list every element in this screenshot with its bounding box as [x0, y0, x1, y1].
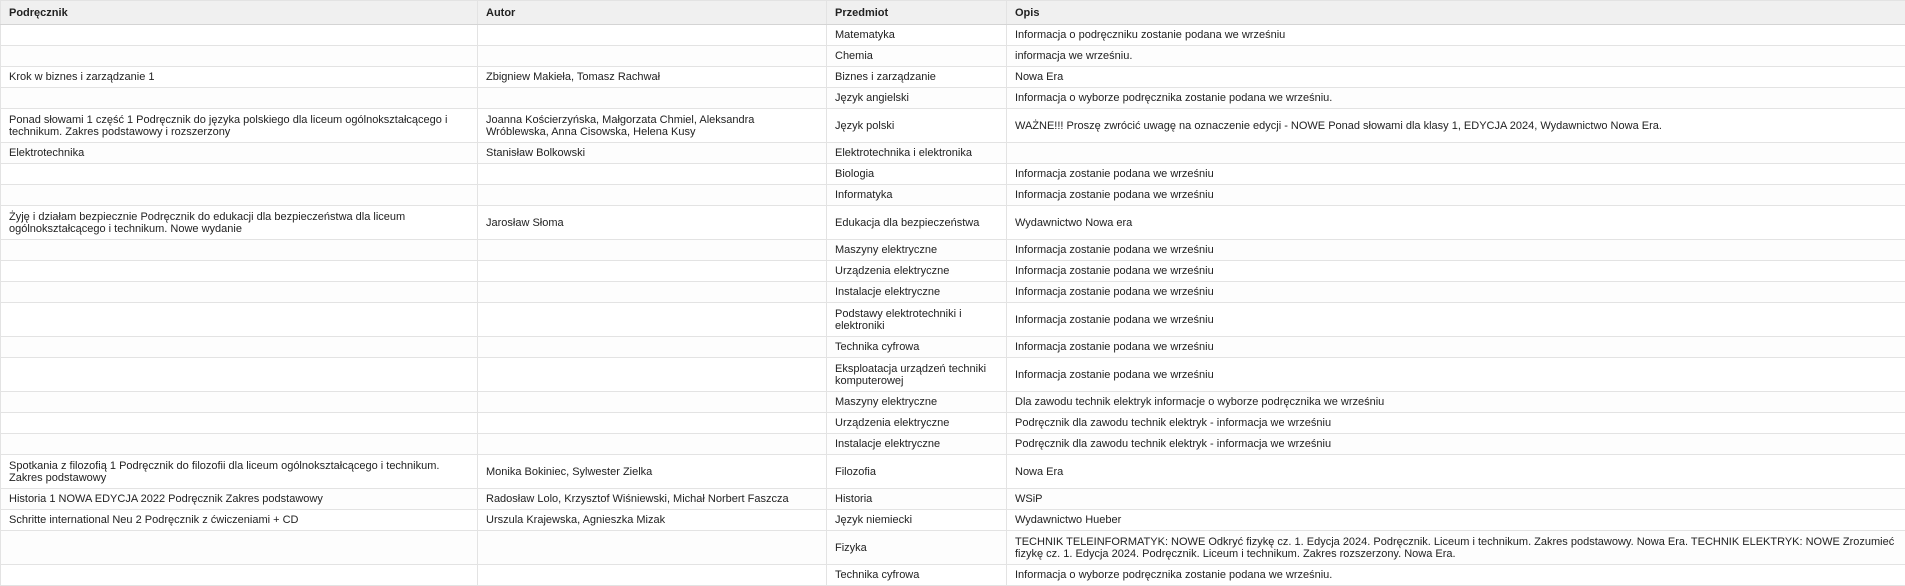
cell-author: [478, 434, 827, 455]
cell-subject: Elektrotechnika i elektronika: [827, 143, 1007, 164]
cell-description: Podręcznik dla zawodu technik elektryk - informacja we wrześniu: [1007, 413, 1905, 434]
cell-book: [1, 337, 478, 358]
cell-description: Wydawnictwo Hueber: [1007, 510, 1905, 531]
table-row: [1, 303, 1905, 337]
cell-description: Wydawnictwo Nowa era: [1007, 206, 1905, 240]
cell-subject: Edukacja dla bezpieczeństwa: [827, 206, 1007, 240]
table-row: [1, 337, 1905, 358]
cell-author: [478, 358, 827, 392]
cell-subject: Matematyka: [827, 25, 1007, 46]
cell-description: Podręcznik dla zawodu technik elektryk - informacja we wrześniu: [1007, 434, 1905, 455]
table-row: [1, 413, 1905, 434]
cell-description: Dla zawodu technik elektryk informacje o wyborze podręcznika we wrześniu: [1007, 392, 1905, 413]
cell-author: Joanna Kościerzyńska, Małgorzata Chmiel, Aleksandra Wróblewska, Anna Cisowska, Helena Kusy: [478, 109, 827, 143]
table-header: [1, 1, 1905, 25]
cell-description: Informacja o wyborze podręcznika zostanie podana we wrześniu.: [1007, 88, 1905, 109]
cell-author: [478, 337, 827, 358]
table-row: [1, 392, 1905, 413]
cell-subject: Biologia: [827, 164, 1007, 185]
cell-book: [1, 185, 478, 206]
cell-description: informacja we wrześniu.: [1007, 46, 1905, 67]
table-row: [1, 109, 1905, 143]
cell-author: Jarosław Słoma: [478, 206, 827, 240]
table-row: [1, 25, 1905, 46]
cell-description: Informacja o wyborze podręcznika zostanie podana we wrześniu.: [1007, 565, 1905, 586]
cell-description: Informacja zostanie podana we wrześniu: [1007, 261, 1905, 282]
cell-description: Informacja zostanie podana we wrześniu: [1007, 358, 1905, 392]
cell-book: [1, 25, 478, 46]
cell-description: [1007, 143, 1905, 164]
cell-book: Schritte international Neu 2 Podręcznik z ćwiczeniami + CD: [1, 510, 478, 531]
cell-subject: Technika cyfrowa: [827, 565, 1007, 586]
table-row: [1, 67, 1905, 88]
table-row: [1, 88, 1905, 109]
cell-subject: Podstawy elektrotechniki i elektroniki: [827, 303, 1007, 337]
cell-book: [1, 88, 478, 109]
header-row: [1, 1, 1905, 25]
cell-book: [1, 240, 478, 261]
cell-author: [478, 392, 827, 413]
column-header-description[interactable]: Opis: [1007, 1, 1905, 25]
cell-author: [478, 565, 827, 586]
cell-subject: Instalacje elektryczne: [827, 434, 1007, 455]
cell-subject: Technika cyfrowa: [827, 337, 1007, 358]
cell-subject: Język angielski: [827, 88, 1007, 109]
cell-subject: Język niemiecki: [827, 510, 1007, 531]
cell-subject: Język polski: [827, 109, 1007, 143]
table-row: [1, 282, 1905, 303]
cell-book: Krok w biznes i zarządzanie 1: [1, 67, 478, 88]
cell-subject: Instalacje elektryczne: [827, 282, 1007, 303]
cell-author: [478, 88, 827, 109]
table-body: [1, 25, 1905, 586]
cell-book: [1, 434, 478, 455]
cell-subject: Eksploatacja urządzeń techniki komputerowej: [827, 358, 1007, 392]
cell-subject: Maszyny elektryczne: [827, 240, 1007, 261]
table-row: [1, 565, 1905, 586]
cell-book: Żyję i działam bezpiecznie Podręcznik do edukacji dla bezpieczeństwa dla liceum ogólnokształcącego i technikum. Nowe wydanie: [1, 206, 478, 240]
cell-book: [1, 358, 478, 392]
table-row: [1, 185, 1905, 206]
cell-subject: Maszyny elektryczne: [827, 392, 1007, 413]
cell-description: Informacja zostanie podana we wrześniu: [1007, 185, 1905, 206]
cell-book: [1, 261, 478, 282]
cell-book: [1, 46, 478, 67]
cell-author: [478, 261, 827, 282]
cell-author: [478, 240, 827, 261]
table-row: [1, 358, 1905, 392]
table-row: [1, 164, 1905, 185]
column-header-author[interactable]: Autor: [478, 1, 827, 25]
table-row: [1, 531, 1905, 565]
cell-author: [478, 303, 827, 337]
table-row: [1, 46, 1905, 67]
cell-book: Spotkania z filozofią 1 Podręcznik do filozofii dla liceum ogólnokształcącego i technikum. Zakres podstawowy: [1, 455, 478, 489]
table-row: [1, 240, 1905, 261]
cell-description: TECHNIK TELEINFORMATYK: NOWE Odkryć fizykę cz. 1. Edycja 2024. Podręcznik. Liceum i technikum. Zakres podstawowy. Nowa Era. TECHNIK ELEKTRYK: NOWE Zrozumieć fizykę cz. 1. Edycja 2024. Podręcznik. Liceum i technikum. Zakres rozszerzony. Nowa Era.: [1007, 531, 1905, 565]
cell-description: Informacja zostanie podana we wrześniu: [1007, 240, 1905, 261]
cell-author: [478, 164, 827, 185]
table-row: [1, 261, 1905, 282]
cell-author: [478, 25, 827, 46]
cell-description: Nowa Era: [1007, 455, 1905, 489]
table-row: [1, 455, 1905, 489]
cell-book: [1, 282, 478, 303]
cell-subject: Historia: [827, 489, 1007, 510]
table-row: [1, 489, 1905, 510]
cell-author: [478, 282, 827, 303]
cell-author: Stanisław Bolkowski: [478, 143, 827, 164]
cell-author: Zbigniew Makieła, Tomasz Rachwał: [478, 67, 827, 88]
cell-description: Informacja zostanie podana we wrześniu: [1007, 282, 1905, 303]
cell-description: Informacja zostanie podana we wrześniu: [1007, 337, 1905, 358]
cell-author: [478, 46, 827, 67]
cell-description: Informacja o podręczniku zostanie podana we wrześniu: [1007, 25, 1905, 46]
table-row: [1, 206, 1905, 240]
cell-subject: Urządzenia elektryczne: [827, 261, 1007, 282]
table-row: [1, 510, 1905, 531]
cell-author: Monika Bokiniec, Sylwester Zielka: [478, 455, 827, 489]
cell-subject: Urządzenia elektryczne: [827, 413, 1007, 434]
cell-author: Radosław Lolo, Krzysztof Wiśniewski, Michał Norbert Faszcza: [478, 489, 827, 510]
cell-book: [1, 392, 478, 413]
cell-book: [1, 565, 478, 586]
cell-book: Historia 1 NOWA EDYCJA 2022 Podręcznik Zakres podstawowy: [1, 489, 478, 510]
cell-description: Nowa Era: [1007, 67, 1905, 88]
cell-book: [1, 413, 478, 434]
cell-description: Informacja zostanie podana we wrześniu: [1007, 303, 1905, 337]
cell-book: Elektrotechnika: [1, 143, 478, 164]
cell-description: WSiP: [1007, 489, 1905, 510]
cell-subject: Fizyka: [827, 531, 1007, 565]
cell-subject: Chemia: [827, 46, 1007, 67]
column-header-subject[interactable]: Przedmiot: [827, 1, 1007, 25]
cell-description: WAŻNE!!! Proszę zwrócić uwagę na oznaczenie edycji - NOWE Ponad słowami dla klasy 1, EDYCJA 2024, Wydawnictwo Nowa Era.: [1007, 109, 1905, 143]
cell-subject: Filozofia: [827, 455, 1007, 489]
column-header-book[interactable]: Podręcznik: [1, 1, 478, 25]
table-row: [1, 143, 1905, 164]
cell-author: [478, 185, 827, 206]
cell-book: [1, 164, 478, 185]
cell-description: Informacja zostanie podana we wrześniu: [1007, 164, 1905, 185]
cell-book: [1, 303, 478, 337]
cell-book: [1, 531, 478, 565]
cell-author: [478, 531, 827, 565]
table-row: [1, 434, 1905, 455]
cell-author: Urszula Krajewska, Agnieszka Mizak: [478, 510, 827, 531]
cell-author: [478, 413, 827, 434]
cell-book: Ponad słowami 1 część 1 Podręcznik do języka polskiego dla liceum ogólnokształcącego i technikum. Zakres podstawowy i rozszerzony: [1, 109, 478, 143]
cell-subject: Informatyka: [827, 185, 1007, 206]
cell-subject: Biznes i zarządzanie: [827, 67, 1007, 88]
